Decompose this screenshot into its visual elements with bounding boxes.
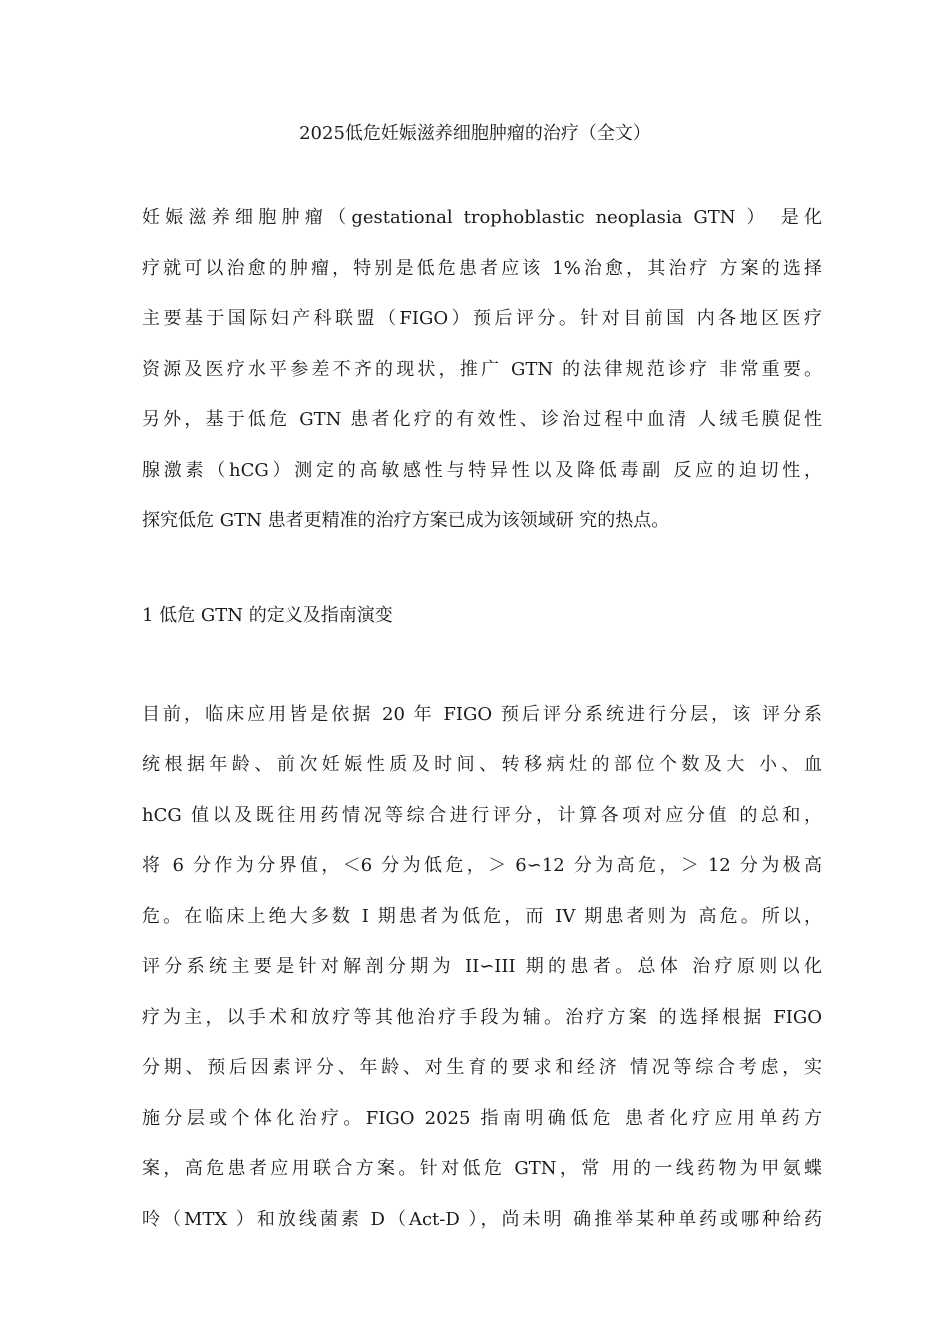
section1-line-2: 统根据年龄、前次妊娠性质及时间、转移病灶的部位个数及大 小、血 [142, 754, 822, 775]
section1-line-4: 将 6 分作为分界值，＜6 分为低危，＞ 6∽12 分为高危，＞ 12 分为极高 [142, 855, 822, 876]
section1-line-7: 疗为主，以手术和放疗等其他治疗手段为辅。治疗方案 的选择根据 FIGO [142, 1007, 822, 1028]
section1-line-6: 评分系统主要是针对解剖分期为 II∽III 期的患者。总体 治疗原则以化 [142, 956, 822, 977]
intro-line-5: 另外，基于低危 GTN 患者化疗的有效性、诊治过程中血清 人绒毛膜促性 [142, 409, 822, 430]
section-heading: 1 低危 GTN 的定义及指南演变 [142, 605, 393, 626]
intro-line-2: 疗就可以治愈的肿瘤，特别是低危患者应该 1%治愈，其治疗 方案的选择 [142, 258, 822, 279]
intro-line-7: 探究低危 GTN 患者更精准的治疗方案已成为该领域研 究的热点。 [142, 510, 670, 531]
section1-line-8: 分期、预后因素评分、年龄、对生育的要求和经济 情况等综合考虑，实 [142, 1057, 822, 1078]
intro-line-4: 资源及医疗水平参差不齐的现状，推广 GTN 的法律规范诊疗 非常重要。 [142, 359, 822, 380]
intro-line-3: 主要基于国际妇产科联盟（FIGO）预后评分。针对目前国 内各地区医疗 [142, 308, 822, 329]
section1-line-1: 目前，临床应用皆是依据 20 年 FIGO 预后评分系统进行分层，该 评分系 [142, 704, 822, 725]
section1-line-5: 危。在临床上绝大多数 I 期患者为低危，而 IV 期患者则为 高危。所以， [142, 906, 822, 927]
intro-line-1: 妊娠滋养细胞肿瘤（gestational trophoblastic neoplasia GTN ） 是化 [142, 207, 822, 228]
intro-line-6: 腺激素（hCG）测定的高敏感性与特异性以及降低毒副 反应的迫切性， [142, 460, 822, 481]
document-title: 2025低危妊娠滋养细胞肿瘤的治疗（全文） [299, 123, 651, 144]
section1-line-11: 呤（MTX ）和放线菌素 D（Act-D ），尚未明 确推举某种单药或哪种给药 [142, 1209, 822, 1230]
section1-line-3: hCG 值以及既往用药情况等综合进行评分，计算各项对应分值 的总和， [142, 805, 822, 826]
section1-line-10: 案，高危患者应用联合方案。针对低危 GTN，常 用的一线药物为甲氨蝶 [142, 1158, 822, 1179]
section1-line-9: 施分层或个体化治疗。FIGO 2025 指南明确低危 患者化疗应用单药方 [142, 1108, 822, 1129]
